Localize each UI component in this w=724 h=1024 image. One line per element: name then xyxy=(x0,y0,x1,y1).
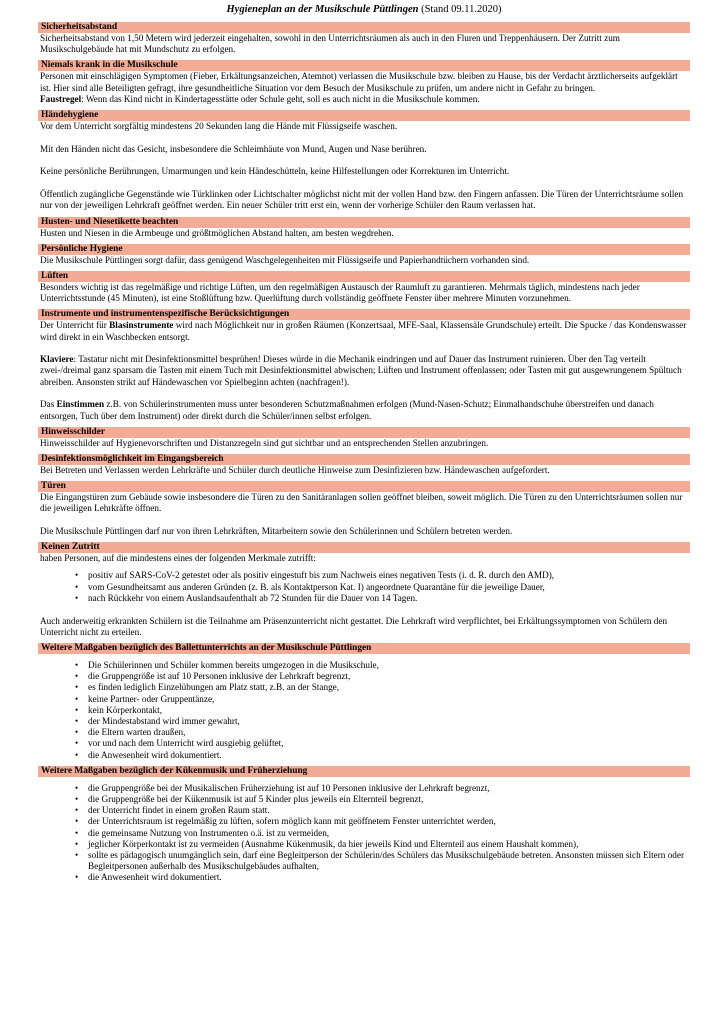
section-husten-niesetikette xyxy=(38,217,690,239)
list-item: • kein Körperkontakt, xyxy=(88,705,690,716)
section-heading: Desinfektionsmöglichkeit im Eingangsbereich xyxy=(38,454,690,465)
section-heading: Türen xyxy=(38,481,690,492)
list-item: • keine Partner- oder Gruppentänze, xyxy=(88,694,690,705)
section-heading: Niemals krank in die Musikschule xyxy=(38,60,690,71)
text: : Tastatur nicht mit Desinfektionsmittel besprühen! Dieses würde in die Mechanik eindringen und auf Dauer das Instrument ruinieren. Über den Tag verteilt zwei-/dreimal ganz sparsam die Tasten mit einem Tuch mit Desinfektionsmittel abwischen; Lüften und Instrument offenlassen; oder Tasten mit gut ausgewrungenem Spültuch abreiben. Ansonsten strikt auf Händewaschen vor Spielbeginn achten (nachfragen!). xyxy=(40,354,682,387)
list-item: • die Eltern warten draußen, xyxy=(88,727,690,738)
section-heading: Instrumente und instrumentenspezifische Berücksichtigungen xyxy=(38,309,690,320)
section-niemals-krank xyxy=(38,60,690,105)
section-instrumente xyxy=(38,309,690,421)
section-heading: Hinweisschilder xyxy=(38,427,690,438)
bold-term: Blasinstrumente xyxy=(109,320,174,331)
list-item: • die Anwesenheit wird dokumentiert. xyxy=(88,872,690,883)
list-item: • die Anwesenheit wird dokumentiert. xyxy=(88,750,690,761)
paragraph: Besonders wichtig ist das regelmäßige und richtige Lüften, um den regelmäßigen Austausch der Raumluft zu garantieren. Mehrmals täglich, mindestens nach jeder Unterrichtsstunde (45 Minuten), ist eine Stoßlüftung bzw. Querlüftung durch vollständig geöffnete Fenster über mehrere Minuten vorzunehmen. xyxy=(40,281,640,304)
paragraph: Hinweisschilder auf Hygienevorschriften und Distanzregeln sind gut sichtbar und an entsprechenden Stellen anzubringen. xyxy=(40,437,489,448)
paragraph: Die Eingangstüren zum Gebäude sowie insbesondere die Türen zu den Sanitäranlagen sollen geöffnet bleiben, soweit möglich. Die Türen zu den Unterrichtsräumen sollen nur die jeweiligen Lehrkräfte öffnen. xyxy=(40,492,683,514)
list-item: • nach Rückkehr von einem Auslandsaufenthalt ab 72 Stunden für die Dauer von 14 Tagen. xyxy=(88,593,690,604)
section-sicherheitsabstand xyxy=(38,22,690,55)
text: Der Unterricht für xyxy=(40,320,110,331)
text: z.B. von Schülerinstrumenten muss unter besonderen Schutzmaßnahmen erfolgen (Mund-Nasen-Schutz; Einmalhandschuhe überstreifen und danach entsorgen, Tuch über dem Instrument) oder direkt durch die Schüler/innen selbst erfolgen. xyxy=(40,399,654,421)
list-item: • sollte es pädagogisch unumgänglich sein, darf eine Begleitperson der Schülerin/des Schülers das Musikschulgebäude betreten. Ansonsten müssen sich Eltern oder Begleitpersonen außerhalb des Musikschulgebäudes aufhalten, xyxy=(88,850,690,872)
text: wird nach Möglichkeit nur in großen Räumen (Konzertsaal, MFE-Saal, Klassensäle Grundschule) erteilt. Die Spucke / das Kondenswasser wird direkt in ein Waschbecken entsorgt. xyxy=(40,320,687,342)
paragraph: Vor dem Unterricht sorgfältig mindestens 20 Sekunden lang die Hände mit Flüssigseife waschen. xyxy=(40,121,398,132)
list-item: • vor und nach dem Unterricht wird ausgiebig gelüftet, xyxy=(88,738,690,749)
list-item: • die Gruppengröße ist auf 10 Personen inklusive der Lehrkraft begrenzt, xyxy=(88,671,690,682)
document-page xyxy=(38,0,690,884)
list-item: • der Unterricht findet in einem großen Raum statt. xyxy=(88,805,690,816)
section-keinen-zutritt xyxy=(38,542,690,638)
list-item: • positiv auf SARS-CoV-2 getestet oder als positiv eingestuft bis zum Nachweis eines negativen Tests (i. d. R. durch den AMD), xyxy=(88,570,690,581)
section-persoenliche-hygiene xyxy=(38,244,690,266)
section-heading: Weitere Maßgaben bezüglich des Ballettunterrichts an der Musikschule Püttlingen xyxy=(38,643,690,654)
bold-term: Klaviere xyxy=(40,354,74,365)
list-item: • Die Schülerinnen und Schüler kommen bereits umgezogen in die Musikschule, xyxy=(88,660,690,671)
text: Das xyxy=(40,399,57,410)
paragraph: Auch anderweitig erkrankten Schülern ist die Teilnahme am Präsenzunterricht nicht gestattet. Die Lehrkraft wird verpflichtet, bei Erkältungssymptomen von Schülern den Unterricht nicht zu erteilen. xyxy=(40,615,668,637)
bold-term: Einstimmen xyxy=(56,399,105,410)
paragraph-klaviere xyxy=(38,354,690,388)
list-item: • der Unterrichtsraum ist regelmäßig zu lüften, sofern möglich kann mit geöffnetem Fenster unterrichtet werden, xyxy=(88,816,690,827)
title-main: Hygieneplan an der Musikschule Püttlingen xyxy=(226,4,419,15)
list-item: • der Mindestabstand wird immer gewahrt, xyxy=(88,716,690,727)
section-lueften xyxy=(38,271,690,304)
section-heading: Lüften xyxy=(38,271,690,282)
section-heading: Persönliche Hygiene xyxy=(38,244,690,255)
document-title xyxy=(38,3,690,17)
paragraph: Die Musikschule Püttlingen darf nur von ihren Lehrkräften, Mitarbeitern sowie den Schülerinnen und Schülern betreten werden. xyxy=(40,526,513,537)
list-item: • die gemeinsame Nutzung von Instrumenten o.ä. ist zu vermeiden, xyxy=(88,828,690,839)
paragraph-blasinstrumente xyxy=(38,320,690,342)
paragraph: Bei Betreten und Verlassen werden Lehrkräfte und Schüler durch deutliche Hinweise zum Desinfizieren bzw. Händewaschen aufgefordert. xyxy=(40,464,550,475)
list-item: • die Gruppengröße bei der Musikalischen Früherziehung ist auf 10 Personen inklusive der Lehrkraft begrenzt, xyxy=(88,783,690,794)
section-heading: Sicherheitsabstand xyxy=(38,22,690,33)
section-heading: Husten- und Niesetikette beachten xyxy=(38,217,690,228)
paragraph: Personen mit einschlägigen Symptomen (Fieber, Erkältungsanzeichen, Atemnot) verlassen die Musikschule bzw. bleiben zu Hause, bis der Verdacht ärztlicherseits aufgeklärt ist. Hier sind alle Beteiligten gefragt, ihre gesundheitliche Situation vor dem Besuch der Musikschule zu prüfen, um andere nicht in Gefahr zu bringen. xyxy=(40,71,678,93)
paragraph: Mit den Händen nicht das Gesicht, insbesondere die Schleimhäute von Mund, Augen und Nase berühren. xyxy=(40,143,427,154)
paragraph: Sicherheitsabstand von 1,50 Metern wird jederzeit eingehalten, sowohl in den Unterrichtsräumen als auch in den Fluren und Treppenhäusern. Der Zutritt zum Musikschulgebäude hat mit Mundschutz zu erfolgen. xyxy=(40,33,620,55)
section-kuekenmusik xyxy=(38,766,690,884)
paragraph: Husten und Niesen in die Armbeuge und größtmöglichen Abstand halten, am besten wegdrehen. xyxy=(40,227,394,238)
paragraph: Die Musikschule Püttlingen sorgt dafür, dass genügend Waschgelegenheiten mit Flüssigseife und Papierhandtüchern vorhanden sind. xyxy=(40,254,530,265)
title-stand: (Stand 09.11.2020) xyxy=(421,4,502,15)
section-desinfektion xyxy=(38,454,690,476)
section-heading: Weitere Maßgaben bezüglich der Kükenmusik und Früherziehung xyxy=(38,766,690,777)
section-haendehygiene xyxy=(38,110,690,212)
section-heading: Keinen Zutritt xyxy=(38,542,690,553)
list-item: • es finden lediglich Einzelübungen am Platz statt, z.B. an der Stange, xyxy=(88,682,690,693)
list-item: • jeglicher Körperkontakt ist zu vermeiden (Ausnahme Kükenmusik, da hier jeweils Kind und Elternteil aus einem Haushalt kommen), xyxy=(88,839,690,850)
list-item: • vom Gesundheitsamt aus anderen Gründen (z. B. als Kontaktperson Kat. I) angeordnete Quarantäne für die jeweilige Dauer, xyxy=(88,582,690,593)
section-hinweisschilder xyxy=(38,427,690,449)
bullet-list xyxy=(38,783,690,884)
bold-term: Faustregel xyxy=(40,93,82,104)
section-ballettunterricht xyxy=(38,643,690,761)
paragraph: haben Personen, auf die mindestens eines der folgenden Merkmale zutrifft: xyxy=(40,553,316,564)
bullet-list xyxy=(38,660,690,761)
text: : Wenn das Kind nicht in Kindertagesstätte oder Schule geht, soll es auch nicht in die Musikschule kommen. xyxy=(81,93,480,104)
section-tueren xyxy=(38,481,690,537)
section-heading: Händehygiene xyxy=(38,110,690,121)
paragraph: Öffentlich zugängliche Gegenstände wie Türklinken oder Lichtschalter möglichst nicht mit der vollen Hand bzw. den Fingern anfassen. Die Türen der Unterrichtsräume sollen nur von der jeweiligen Lehrkraft geöffnet werden. Ein neuer Schüler tritt erst ein, wenn der vorherige Schüler den Raum verlassen hat. xyxy=(40,189,684,211)
list-item: • die Gruppengröße bei der Kükenmusik ist auf 5 Kinder plus jeweils ein Elternteil begrenzt, xyxy=(88,794,690,805)
bullet-list xyxy=(38,570,690,604)
paragraph-einstimmen xyxy=(38,399,690,421)
paragraph: Keine persönliche Berührungen, Umarmungen und kein Händeschütteln, keine Hilfestellungen oder Korrekturen im Unterricht. xyxy=(40,166,510,177)
paragraph-faustregel xyxy=(38,94,690,105)
